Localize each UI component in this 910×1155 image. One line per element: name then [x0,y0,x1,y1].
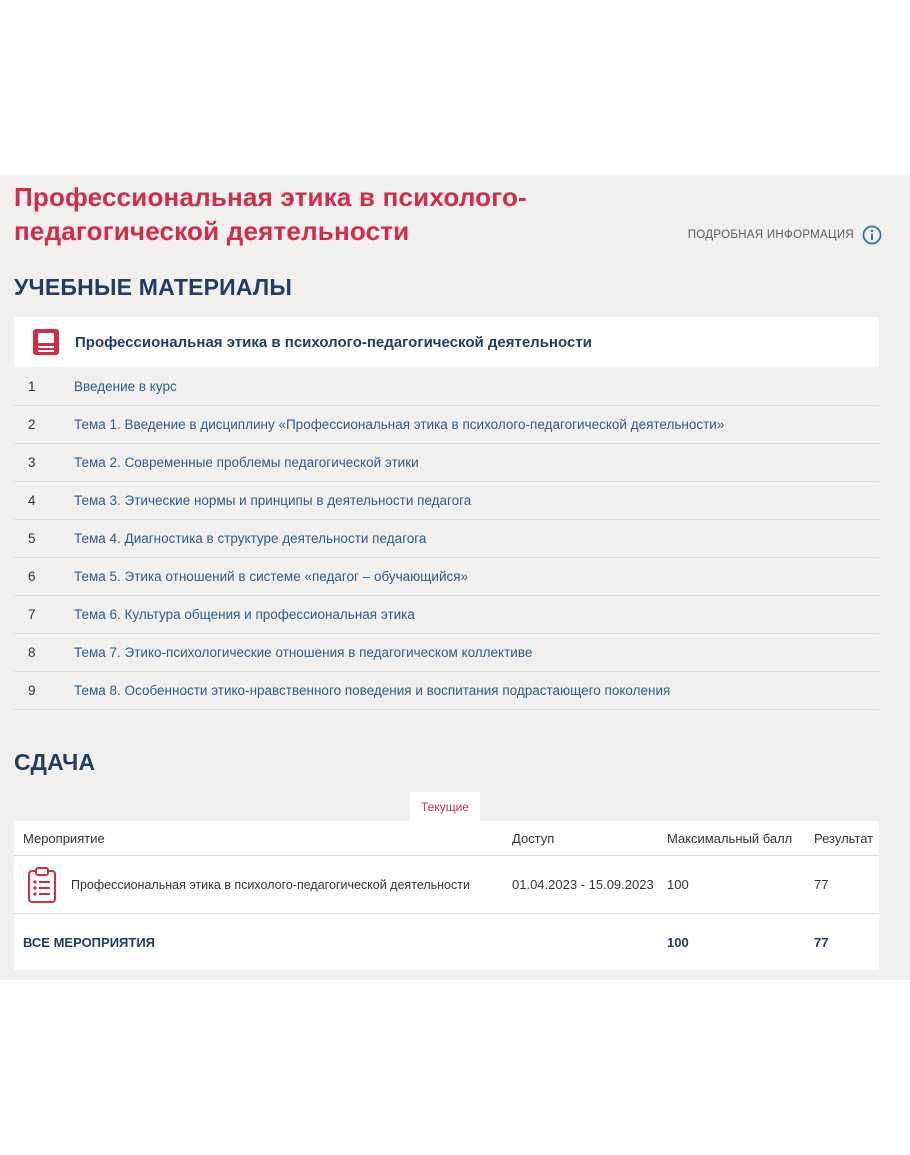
material-item[interactable]: 3 Тема 2. Современные проблемы педагогической этики [14,444,879,482]
event-result: 77 [814,877,829,892]
total-max-score: 100 [667,934,689,950]
course-title: Профессиональная этика в психолого-педагогической деятельности [14,182,527,246]
column-result: Результат [814,830,874,846]
total-result: 77 [814,934,829,950]
material-item[interactable]: 7 Тема 6. Культура общения и профессиональная этика [14,596,879,634]
material-item[interactable]: 4 Тема 3. Этические нормы и принципы в деятельности педагога [14,482,879,520]
details-link[interactable] [688,224,882,246]
table-total-row [14,914,879,970]
materials-heading: УЧЕБНЫЕ МАТЕРИАЛЫ [14,274,293,300]
clipboard-icon [26,866,58,904]
material-item[interactable]: 6 Тема 5. Этика отношений в системе «педагог – обучающийся» [14,558,879,596]
details-link-label: ПОДРОБНАЯ ИНФОРМАЦИЯ [687,229,854,241]
column-event: Мероприятие [23,830,105,846]
material-item[interactable]: 5 Тема 4. Диагностика в структуре деятельности педагога [14,520,879,558]
event-cell[interactable] [14,866,512,904]
submission-heading: СДАЧА [14,749,96,775]
book-icon [30,326,62,358]
table-row[interactable] [14,856,879,914]
materials-block-title: Профессиональная этика в психолого-педагогической деятельности [75,333,592,351]
material-item[interactable]: 9 Тема 8. Особенности этико-нравственного поведения и воспитания подрастающего поколения [14,672,879,710]
info-circle-icon [862,225,882,245]
materials-block-header[interactable] [14,317,879,367]
material-item[interactable]: 8 Тема 7. Этико-психологические отношения в педагогическом коллективе [14,634,879,672]
column-max-score: Максимальный балл [667,830,793,846]
event-max-score: 100 [667,877,689,892]
events-table [14,821,879,970]
tab-current[interactable]: Текущие [410,792,480,821]
material-item[interactable]: 1 Введение в курс [14,368,879,406]
event-title[interactable]: Профессиональная этика в психолого-педагогической деятельности [71,877,470,892]
materials-list [14,368,879,710]
material-item[interactable]: 2 Тема 1. Введение в дисциплину «Профессиональная этика в психолого-педагогической деятельности» [14,406,879,444]
event-access: 01.04.2023 - 15.09.2023 [512,877,654,892]
total-label: ВСЕ МЕРОПРИЯТИЯ [23,934,156,950]
table-header [14,821,879,856]
column-access: Доступ [512,830,555,846]
